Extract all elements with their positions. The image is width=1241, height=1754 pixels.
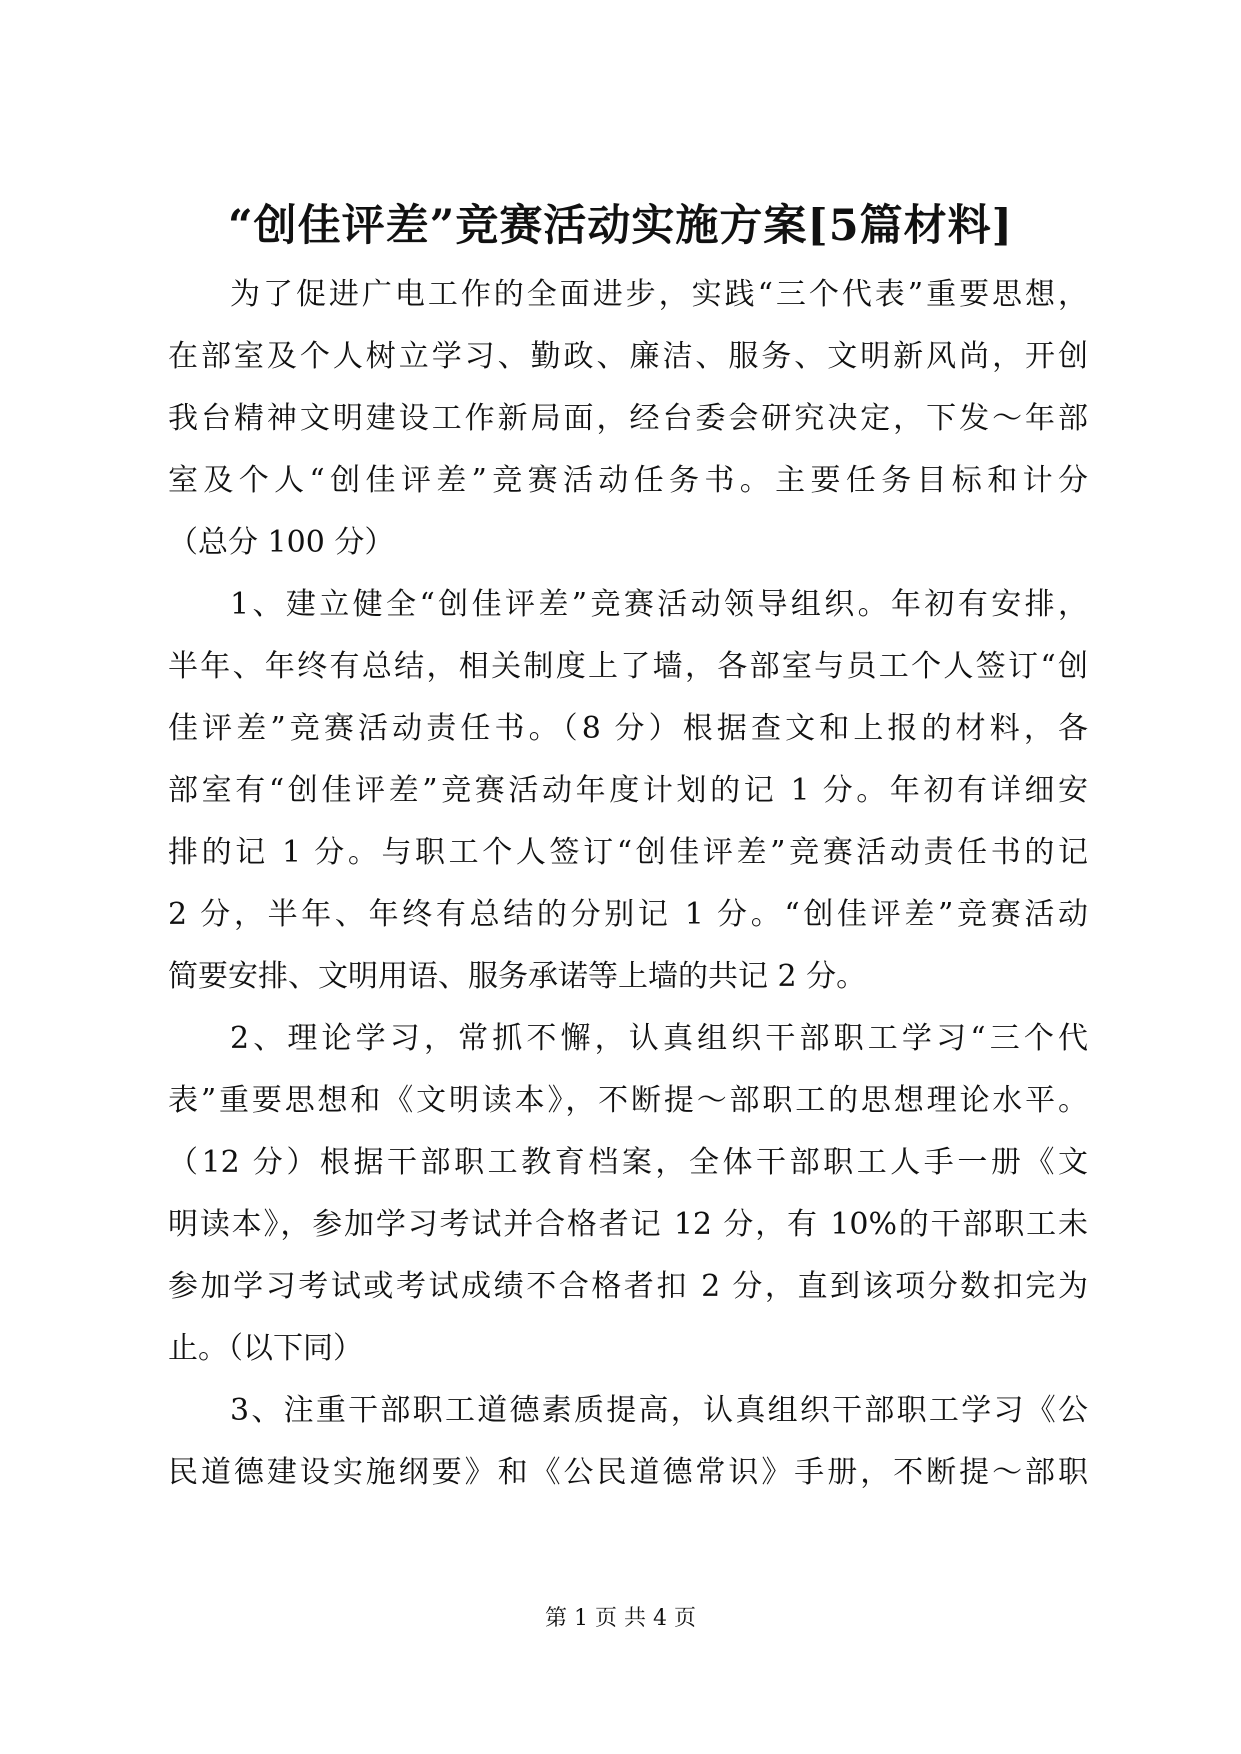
document-body: [168, 264, 1088, 1504]
paragraph-line: 2 分，半年、年终有总结的分别记 1 分。“创佳评差”竞赛活动: [168, 897, 1088, 932]
paragraph-line: 明读本》，参加学习考试并合格者记 12 分，有 10%的干部职工未: [168, 1207, 1088, 1242]
paragraph-line: 在部室及个人树立学习、勤政、廉洁、服务、文明新风尚，开创: [168, 339, 1088, 374]
paragraph-line: 半年、年终有总结，相关制度上了墙，各部室与员工个人签订“创: [168, 649, 1088, 684]
paragraph-line: 部室有“创佳评差”竞赛活动年度计划的记 1 分。年初有详细安: [168, 773, 1088, 808]
paragraph-line: 为了促进广电工作的全面进步，实践“三个代表”重要思想，: [230, 277, 1088, 312]
page-footer: 第 1 页 共 4 页: [545, 1606, 696, 1631]
paragraph-line: （12 分）根据干部职工教育档案，全体干部职工人手一册《文: [168, 1145, 1088, 1180]
paragraph-line: 3、注重干部职工道德素质提高，认真组织干部职工学习《公: [230, 1393, 1088, 1428]
paragraph-line: 我台精神文明建设工作新局面，经台委会研究决定，下发～年部: [168, 401, 1088, 436]
paragraph-line: 排的记 1 分。与职工个人签订“创佳评差”竞赛活动责任书的记: [168, 835, 1088, 870]
paragraph-line: （总分 100 分）: [168, 525, 395, 560]
paragraph-line: 1、建立健全“创佳评差”竞赛活动领导组织。年初有安排，: [230, 587, 1088, 622]
document-title: “创佳评差”竞赛活动实施方案[5篇材料]: [227, 201, 1014, 251]
paragraph-line: 参加学习考试或考试成绩不合格者扣 2 分，直到该项分数扣完为: [168, 1269, 1088, 1304]
paragraph-line: 简要安排、文明用语、服务承诺等上墙的共记 2 分。: [168, 959, 867, 994]
paragraph-line: 止。（以下同）: [168, 1331, 363, 1366]
paragraph-line: 民道德建设实施纲要》和《公民道德常识》手册，不断提～部职: [168, 1455, 1088, 1490]
paragraph-line: 室及个人“创佳评差”竞赛活动任务书。主要任务目标和计分: [168, 463, 1088, 498]
paragraph-line: 2、理论学习，常抓不懈，认真组织干部职工学习“三个代: [230, 1021, 1088, 1056]
paragraph-line: 佳评差”竞赛活动责任书。（8 分）根据查文和上报的材料，各: [168, 711, 1088, 746]
paragraph-line: 表”重要思想和《文明读本》，不断提～部职工的思想理论水平。: [168, 1083, 1088, 1118]
